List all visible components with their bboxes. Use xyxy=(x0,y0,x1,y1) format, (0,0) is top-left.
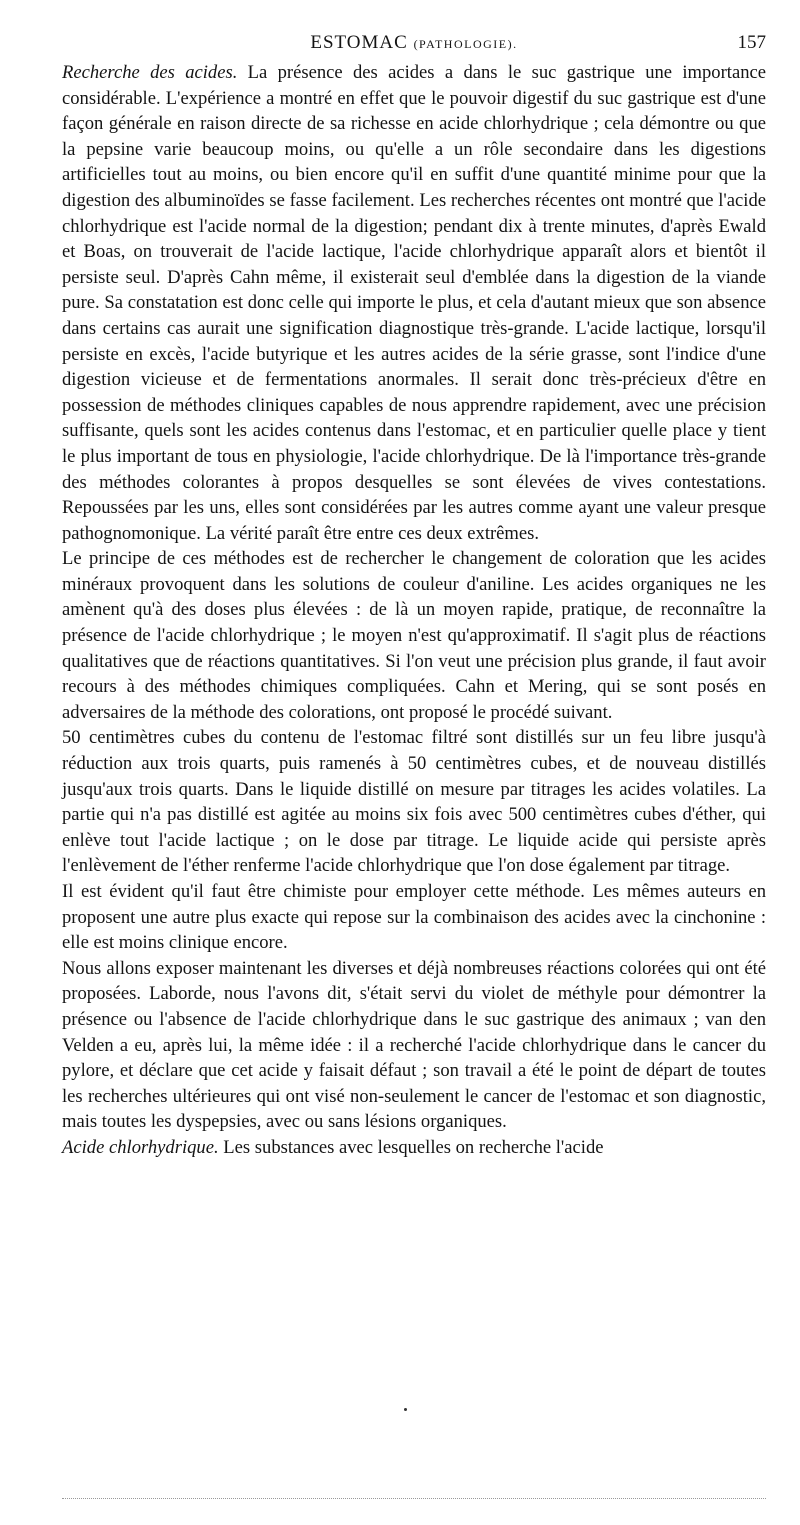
paragraph-text: Le principe de ces méthodes est de rechercher le changement de coloration que les acides minéraux provoquent dans les solutions de couleur d'aniline. Les acides organiques ne les amènent qu'à des doses plus élevées : de là un moyen rapide, pratique, de reconnaître la présence de l'acide chlorhydrique ; le moyen n'est qu'approximatif. Il s'agit plus de réactions qualitatives que de réactions quantitatives. Si l'on veut une précision plus grande, il faut avoir recours à des méthodes chimiques compliquées. Cahn et Mering, qui se sont posés en adversaires de la méthode des colorations, ont proposé le procédé suivant. xyxy=(62,548,766,723)
paragraph-text: Il est évident qu'il faut être chimiste pour employer cette méthode. Les mêmes auteurs en proposent une autre plus exacte qui repose sur la combinaison des acides avec la cinchonine : elle est moins clinique encore. xyxy=(62,881,766,954)
paragraph-recherche-des-acides xyxy=(62,60,766,546)
paragraph-reactions-colorees xyxy=(62,956,766,1135)
paragraph-text: Les substances avec lesquelles on recherche l'acide xyxy=(218,1136,604,1158)
running-head-title xyxy=(62,30,766,57)
paragraph-text: 50 centimètres cubes du contenu de l'estomac filtré sont distillés sur un feu libre jusqu'à réduction aux trois quarts, puis ramenés à 50 centimètres cubes, et de nouveau distillés jusqu'aux trois quarts. Dans le liquide distillé on mesure par titrages les acides volatiles. La partie qui n'a pas distillé est agitée au moins six fois avec 500 centimètres cubes d'éther, qui enlève tout l'acide lactique ; on le dose par titrage. Le liquide acide qui persiste après l'enlèvement de l'éther renferme l'acide chlorhydrique que l'on dose également par titrage. xyxy=(62,727,766,877)
print-speck xyxy=(404,1408,407,1411)
paragraph-distillation xyxy=(62,725,766,879)
running-head-main: ESTOMAC xyxy=(310,32,408,53)
paragraph-heading: Acide chlorhydrique. xyxy=(62,1136,219,1158)
paragraph-text: Nous allons exposer maintenant les diverses et déjà nombreuses réactions colorées qui ont été proposées. Laborde, nous l'avons dit, s'était servi du violet de méthyle pour démontrer la présence ou l'absence de l'acide chlorhydrique dans le suc gastrique des animaux ; van den Velden a eu, après lui, la même idée : il a recherché l'acide chlorhydrique dans le cancer du pylore, et déclare que cet acide y faisait défaut ; son travail a été le point de départ de toutes les recherches ultérieures qui ont visé non-seulement le cancer de l'estomac et son diagnostic, mais toutes les dyspepsies, avec ou sans lésions organiques. xyxy=(62,957,766,1133)
paragraph-principe xyxy=(62,546,766,725)
running-head-subtitle: (PATHOLOGIE). xyxy=(413,37,518,51)
body-text xyxy=(62,60,766,1161)
footer-dotted-rule xyxy=(62,1498,766,1499)
paragraph-chimiste xyxy=(62,879,766,956)
running-head xyxy=(62,30,766,56)
paragraph-acide-chlorhydrique xyxy=(62,1135,766,1161)
paragraph-heading: Recherche des acides. xyxy=(62,62,238,83)
paragraph-text: La présence des acides a dans le suc gastrique une importance considérable. L'expérience a montré en effet que le pouvoir digestif du suc gastrique est d'une façon générale en raison directe de sa richesse en acide chlorhydrique ; cela démontre ou que la pepsine varie beaucoup moins, ou qu'elle a un rôle secondaire dans les digestions artificielles tout au moins, ou bien encore qu'il en suffit d'une quantité minime pour que la digestion des albuminoïdes se fasse facilement. Les recherches récentes ont montré que l'acide chlorhydrique est l'acide normal de la digestion; pendant dix à trente minutes, d'après Ewald et Boas, on trouverait de l'acide lactique, l'acide chlorhydrique apparaît alors et bientôt il persiste seul. D'après Cahn même, il existerait seul d'emblée dans la digestion de la viande pure. Sa constatation est donc celle qui importe le plus, et cela d'autant mieux que son absence dans certains cas aurait une signification diagnostique très-grande. L'acide lactique, lorsqu'il persiste en excès, l'acide butyrique et les autres acides de la série grasse, sont l'indice d'une digestion vicieuse et de fermentations anormales. Il serait donc très-précieux d'être en possession de méthodes cliniques capables de nous apprendre rapidement, avec une précision suffisante, quels sont les acides contenus dans l'estomac, et en particulier quelle place y tient le plus important de tous en physiologie, l'acide chlorhydrique. De là l'importance très-grande des méthodes colorantes à propos desquelles se sont élevées de vives contestations. Repoussées par les uns, elles sont considérées par les autres comme ayant une valeur presque pathognomonique. La vérité paraît être entre ces deux extrêmes. xyxy=(62,62,766,544)
page-number: 157 xyxy=(737,32,766,53)
